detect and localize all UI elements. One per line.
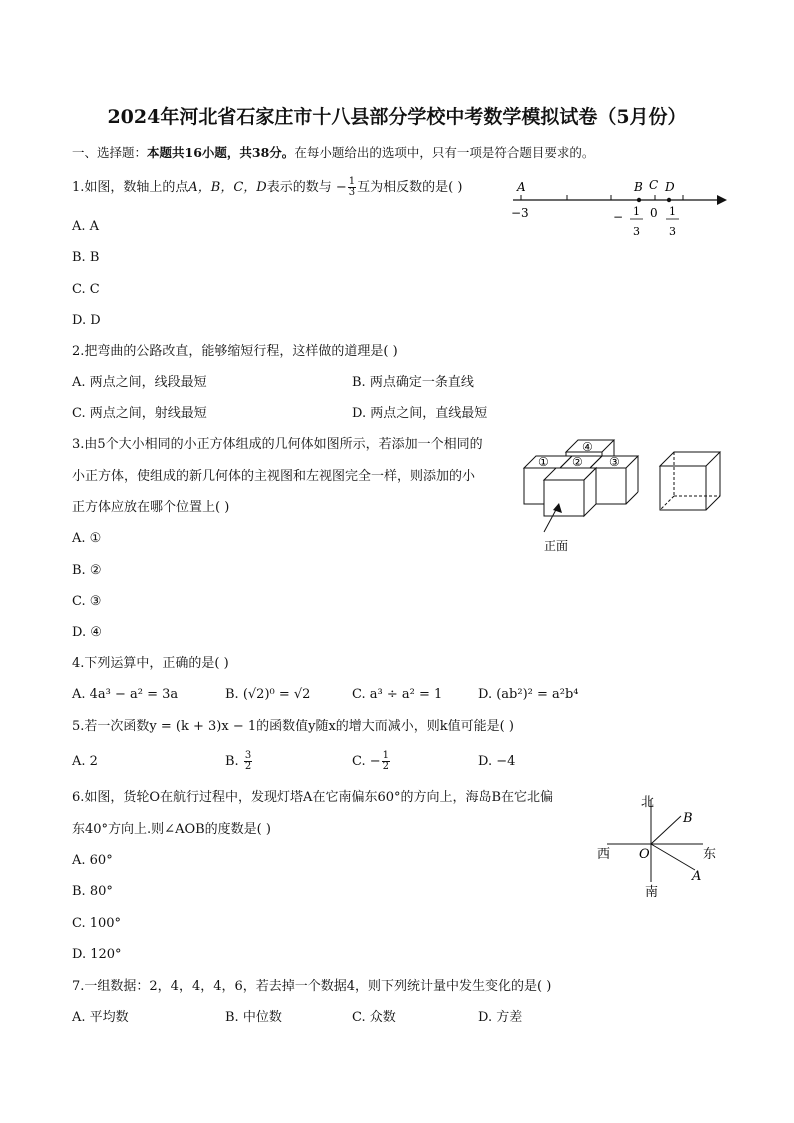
- section-bold-note: 本题共16小题，共38分。: [147, 145, 295, 160]
- q4-option-b[interactable]: B. (√2)⁰ = √2: [225, 687, 311, 702]
- point-b: [637, 198, 641, 202]
- label-third-num: 1: [669, 205, 676, 218]
- q7-option-c[interactable]: C. 众数: [352, 1010, 396, 1025]
- q6-option-b[interactable]: B. 80°: [72, 884, 113, 899]
- q6-line2: 东40°方向上.则∠AOB的度数是( ): [72, 822, 271, 837]
- q1-stem-a: 1.如图，数轴上的点: [72, 180, 189, 195]
- label-circle-2: ②: [572, 455, 583, 469]
- label-neg-third-den: 3: [633, 225, 640, 238]
- q4-option-a[interactable]: A. 4a³ − a² = 3a: [72, 687, 179, 702]
- q5-option-a[interactable]: A. 2: [72, 754, 98, 769]
- q7-option-a[interactable]: A. 平均数: [72, 1010, 129, 1025]
- q4-option-c[interactable]: C. a³ ÷ a² = 1: [352, 687, 443, 702]
- label-o: O: [639, 847, 650, 862]
- section-header: [72, 145, 594, 161]
- q5-stem: 5.若一次函数y = (k + 3)x − 1的函数值y随x的增大而减小，则k值可能是( ): [72, 719, 514, 734]
- label-third-den: 3: [669, 225, 676, 238]
- q6-option-a[interactable]: A. 60°: [72, 853, 113, 868]
- label-circle-3: ③: [609, 455, 620, 469]
- q7-stem: 7.一组数据：2，4，4，4，6，若去掉一个数据4，则下列统计量中发生变化的是( ): [72, 979, 552, 994]
- q5-option-c[interactable]: [352, 748, 391, 776]
- q1-points: A，B，C，D: [188, 180, 267, 195]
- q5-option-d[interactable]: D. −4: [478, 754, 516, 769]
- q7-option-b[interactable]: B. 中位数: [225, 1010, 282, 1025]
- q3-line1: 3.由5个大小相同的小正方体组成的几何体如图所示，若添加一个相同的: [72, 437, 483, 452]
- q2-option-a[interactable]: A. 两点之间，线段最短: [72, 375, 207, 390]
- q1-option-b[interactable]: B. B: [72, 250, 100, 265]
- arrow-head-icon: [717, 195, 727, 205]
- q1-frac-num: 1: [348, 176, 356, 187]
- q1-fraction: [348, 177, 356, 198]
- label-b: B: [634, 180, 643, 194]
- number-line-figure: [505, 175, 730, 243]
- q1-option-c[interactable]: C. C: [72, 282, 100, 297]
- label-east: 东: [703, 847, 717, 862]
- q3-line2: 小正方体，使组成的新几何体的主视图和左视图完全一样，则添加的小: [72, 469, 476, 484]
- label-north: 北: [641, 795, 655, 810]
- cube-stack-figure: [518, 436, 728, 556]
- label-c: C: [649, 178, 659, 192]
- q1-stem: [72, 177, 462, 198]
- q1-minus: −: [335, 180, 347, 195]
- label-front: 正面: [544, 539, 569, 553]
- q1-option-a[interactable]: A. A: [72, 219, 100, 234]
- q4-stem: 4.下列运算中，正确的是( ): [72, 656, 229, 671]
- label-west: 西: [597, 847, 611, 862]
- label-neg-third-num: 1: [633, 205, 640, 218]
- q7-option-d[interactable]: D. 方差: [478, 1010, 523, 1025]
- q5-option-c-label: C. −: [352, 754, 381, 769]
- q3-option-b[interactable]: B. ②: [72, 563, 102, 578]
- label-circle-4: ④: [582, 440, 593, 454]
- q3-option-a[interactable]: A. ①: [72, 531, 102, 546]
- q1-stem-c: 互为相反数的是( ): [357, 180, 463, 195]
- q5-b-num: 3: [244, 750, 252, 761]
- q5-option-c-fraction: [382, 751, 390, 772]
- q6-option-d[interactable]: D. 120°: [72, 947, 122, 962]
- label-d: D: [665, 180, 675, 194]
- q2-option-b[interactable]: B. 两点确定一条直线: [352, 375, 474, 390]
- compass-figure: [595, 790, 725, 905]
- q4-option-d[interactable]: D. (ab²)² = a²b⁴: [478, 687, 579, 702]
- q5-option-b-label: B.: [225, 754, 239, 769]
- q5-b-den: 2: [244, 761, 252, 772]
- q3-line3: 正方体应放在哪个位置上( ): [72, 500, 230, 515]
- point-d: [667, 198, 671, 202]
- q5-option-b[interactable]: [225, 748, 253, 776]
- q6-line1: 6.如图，货轮O在航行过程中，发现灯塔A在它南偏东60°的方向上，海岛B在它北偏: [72, 790, 554, 805]
- q2-option-c[interactable]: C. 两点之间，射线最短: [72, 406, 207, 421]
- q6-option-c[interactable]: C. 100°: [72, 916, 122, 931]
- label-neg3: −3: [511, 206, 529, 220]
- q1-option-d[interactable]: D. D: [72, 313, 101, 328]
- label-circle-1: ①: [538, 455, 549, 469]
- q1-stem-b: 表示的数与: [266, 180, 332, 195]
- q2-stem: 2.把弯曲的公路改直，能够缩短行程，这样做的道理是( ): [72, 344, 398, 359]
- label-zero: 0: [650, 206, 658, 220]
- page-title: 2024年河北省石家庄市十八县部分学校中考数学模拟试卷（5月份）: [107, 106, 687, 128]
- q5-c-num: 1: [382, 750, 390, 761]
- label-a: A: [692, 869, 702, 884]
- q5-option-b-fraction: [244, 751, 252, 772]
- label-a: A: [517, 180, 526, 194]
- section-rest: 在每小题给出的选项中，只有一项是符合题目要求的。: [294, 145, 595, 160]
- q3-option-d[interactable]: D. ④: [72, 625, 102, 640]
- label-b: B: [683, 811, 693, 826]
- q3-option-c[interactable]: C. ③: [72, 594, 102, 609]
- label-south: 南: [645, 885, 659, 900]
- q5-c-den: 2: [382, 761, 390, 772]
- label-neg-sign: −: [613, 210, 624, 224]
- q1-frac-den: 3: [348, 187, 356, 198]
- q2-option-d[interactable]: D. 两点之间，直线最短: [352, 406, 488, 421]
- section-prefix: 一、选择题：: [72, 145, 148, 160]
